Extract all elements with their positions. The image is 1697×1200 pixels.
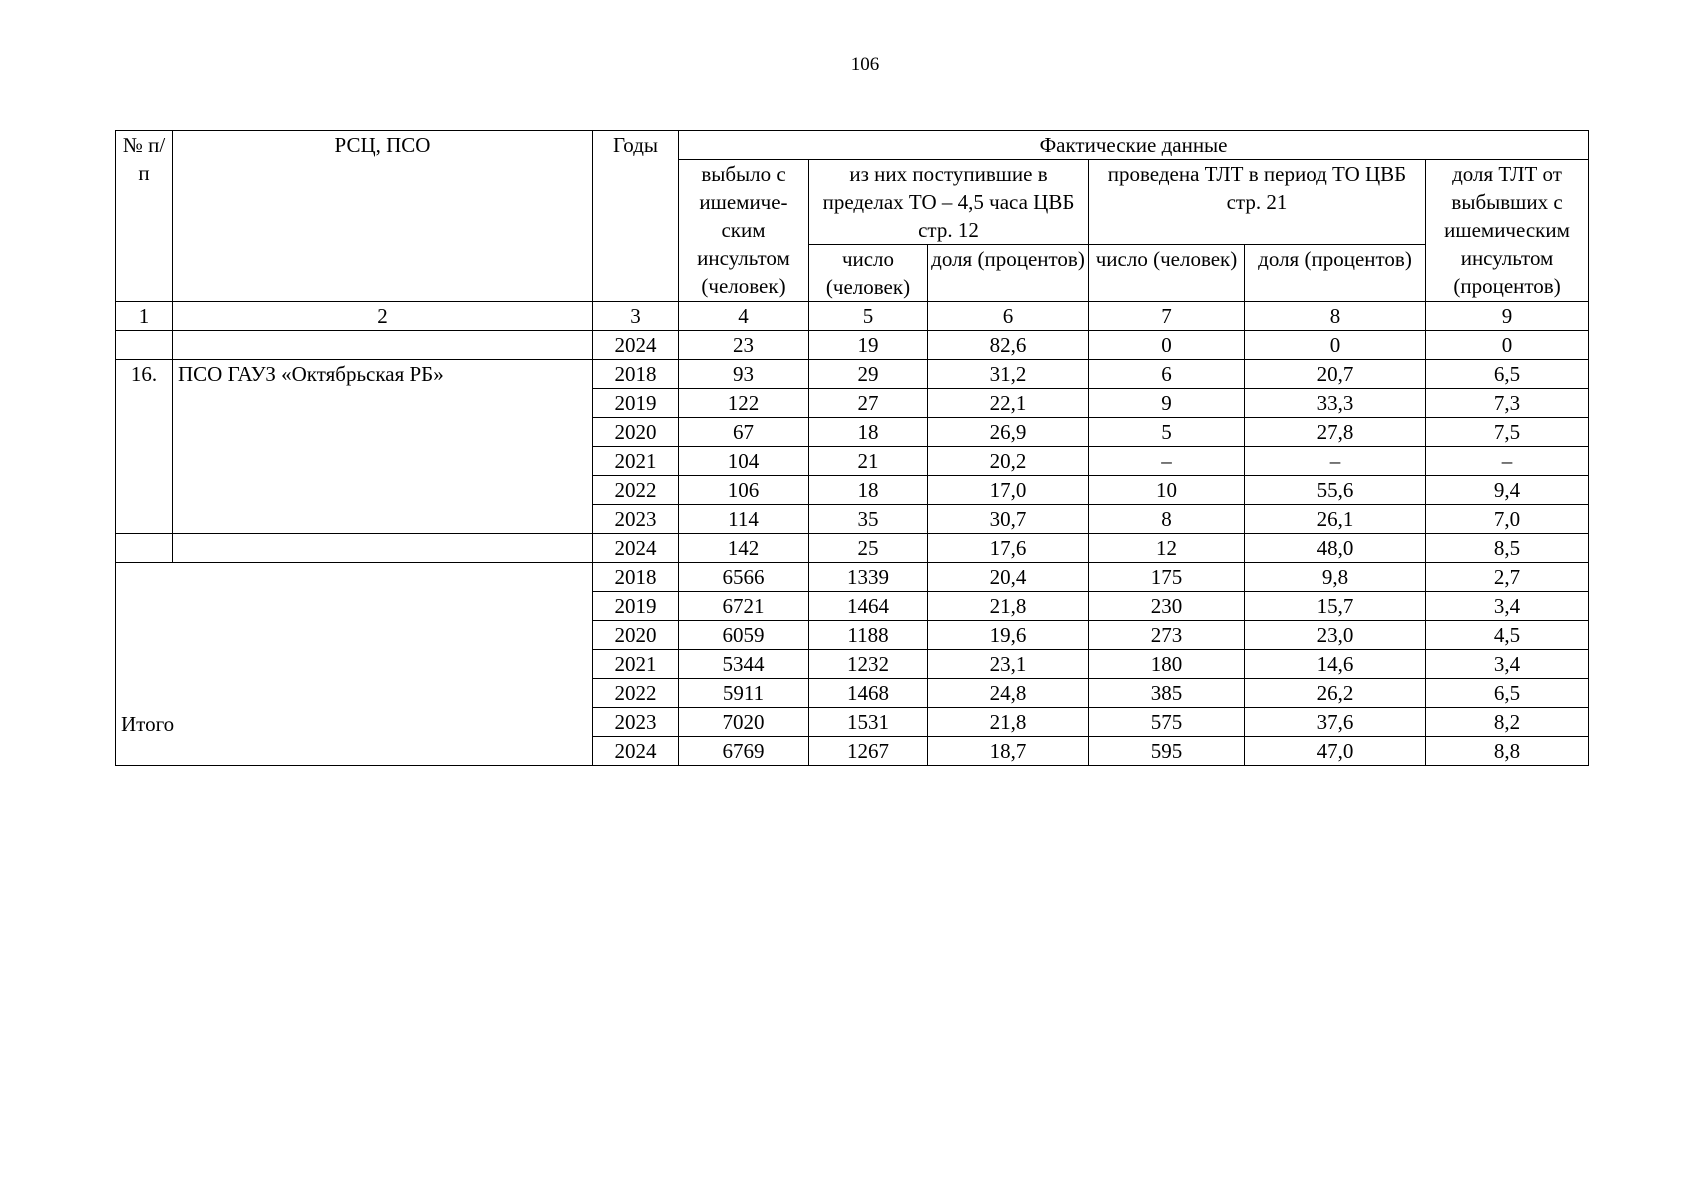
col-number: 9 [1426,302,1589,331]
header-dropped: выбыло с ишемиче-ским инсультом (человек) [679,160,809,302]
value-cell: 230 [1089,592,1245,621]
value-cell: 27 [809,389,928,418]
column-numbers-row [116,302,1589,331]
row-num-cell [116,534,173,563]
value-cell: 6769 [679,737,809,766]
value-cell: 93 [679,360,809,389]
header-tlt: проведена ТЛТ в период ТО ЦВБ стр. 21 [1089,160,1426,245]
table-row [116,534,1589,563]
value-cell: 0 [1426,331,1589,360]
value-cell: 5 [1089,418,1245,447]
table-row [116,563,1589,592]
header-num: № п/п [116,131,173,302]
value-cell: 6,5 [1426,360,1589,389]
col-number: 6 [928,302,1089,331]
value-cell: 6059 [679,621,809,650]
value-cell: 1464 [809,592,928,621]
value-cell: 18 [809,476,928,505]
value-cell: 7,5 [1426,418,1589,447]
year-cell: 2020 [593,621,679,650]
value-cell: 25 [809,534,928,563]
value-cell: 273 [1089,621,1245,650]
year-cell: 2021 [593,447,679,476]
row-name-cell [173,331,593,360]
value-cell: 29 [809,360,928,389]
value-cell: 47,0 [1245,737,1426,766]
value-cell: 82,6 [928,331,1089,360]
year-cell: 2023 [593,505,679,534]
year-cell: 2022 [593,679,679,708]
value-cell: 10 [1089,476,1245,505]
value-cell: 1339 [809,563,928,592]
header-within-share: доля (процентов) [928,245,1089,302]
year-cell: 2024 [593,331,679,360]
header-within-count: число (человек) [809,245,928,302]
value-cell: 31,2 [928,360,1089,389]
value-cell: 26,1 [1245,505,1426,534]
value-cell: 9,8 [1245,563,1426,592]
value-cell: 142 [679,534,809,563]
value-cell: 67 [679,418,809,447]
value-cell: 12 [1089,534,1245,563]
value-cell: 9 [1089,389,1245,418]
value-cell: 1267 [809,737,928,766]
value-cell: 19,6 [928,621,1089,650]
year-cell: 2018 [593,563,679,592]
table-row [116,360,1589,389]
year-cell: 2023 [593,708,679,737]
year-cell: 2018 [593,360,679,389]
value-cell: 180 [1089,650,1245,679]
value-cell: – [1089,447,1245,476]
col-number: 2 [173,302,593,331]
value-cell: 7020 [679,708,809,737]
value-cell: 5344 [679,650,809,679]
header-tlt-count: число (человек) [1089,245,1245,302]
header-years: Годы [593,131,679,302]
value-cell: 20,2 [928,447,1089,476]
year-cell: 2019 [593,592,679,621]
year-cell: 2024 [593,534,679,563]
year-cell: 2019 [593,389,679,418]
value-cell: 23 [679,331,809,360]
header-tlt-share: доля ТЛТ от выбывших с ишемическим инсультом (процентов) [1426,160,1589,302]
value-cell: 19 [809,331,928,360]
value-cell: 1468 [809,679,928,708]
value-cell: 0 [1089,331,1245,360]
col-number: 3 [593,302,679,331]
year-cell: 2022 [593,476,679,505]
value-cell: 17,6 [928,534,1089,563]
value-cell: 27,8 [1245,418,1426,447]
value-cell: 1531 [809,708,928,737]
value-cell: 385 [1089,679,1245,708]
header-tlt-percent: доля (процентов) [1245,245,1426,302]
value-cell: 30,7 [928,505,1089,534]
row-num-cell [116,331,173,360]
value-cell: 6721 [679,592,809,621]
value-cell: 17,0 [928,476,1089,505]
value-cell: 3,4 [1426,650,1589,679]
value-cell: 1232 [809,650,928,679]
value-cell: 595 [1089,737,1245,766]
year-cell: 2024 [593,737,679,766]
value-cell: 114 [679,505,809,534]
value-cell: 20,7 [1245,360,1426,389]
value-cell: 0 [1245,331,1426,360]
col-number: 5 [809,302,928,331]
value-cell: 3,4 [1426,592,1589,621]
value-cell: 7,3 [1426,389,1589,418]
row-name-cell [173,534,593,563]
value-cell: 22,1 [928,389,1089,418]
value-cell: 26,2 [1245,679,1426,708]
value-cell: 55,6 [1245,476,1426,505]
value-cell: 122 [679,389,809,418]
stroke-data-table [115,130,1589,766]
value-cell: 15,7 [1245,592,1426,621]
value-cell: 575 [1089,708,1245,737]
header-actual-data: Фактические данные [679,131,1589,160]
value-cell: 21,8 [928,708,1089,737]
value-cell: 48,0 [1245,534,1426,563]
value-cell: 8,5 [1426,534,1589,563]
col-number: 4 [679,302,809,331]
value-cell: 104 [679,447,809,476]
value-cell: 6566 [679,563,809,592]
col-number: 8 [1245,302,1426,331]
col-number: 1 [116,302,173,331]
value-cell: 18,7 [928,737,1089,766]
value-cell: 35 [809,505,928,534]
col-number: 7 [1089,302,1245,331]
value-cell: 6 [1089,360,1245,389]
value-cell: 21,8 [928,592,1089,621]
value-cell: 20,4 [928,563,1089,592]
year-cell: 2020 [593,418,679,447]
value-cell: 9,4 [1426,476,1589,505]
value-cell: 21 [809,447,928,476]
value-cell: 175 [1089,563,1245,592]
header-within-window: из них поступившие в пределах ТО – 4,5 часа ЦВБ стр. 12 [809,160,1089,245]
table-row [116,331,1589,360]
value-cell: 23,0 [1245,621,1426,650]
total-label: Итого [116,563,593,766]
value-cell: 37,6 [1245,708,1426,737]
value-cell: 33,3 [1245,389,1426,418]
year-cell: 2021 [593,650,679,679]
value-cell: 7,0 [1426,505,1589,534]
value-cell: 26,9 [928,418,1089,447]
value-cell: 1188 [809,621,928,650]
institution-name: ПСО ГАУЗ «Октябрьская РБ» [173,360,593,534]
value-cell: – [1426,447,1589,476]
row-num-cell: 16. [116,360,173,534]
value-cell: 8,2 [1426,708,1589,737]
page-number: 106 [850,54,880,75]
value-cell: 18 [809,418,928,447]
header-name: РСЦ, ПСО [173,131,593,302]
value-cell: 5911 [679,679,809,708]
value-cell: 23,1 [928,650,1089,679]
value-cell: 14,6 [1245,650,1426,679]
value-cell: 2,7 [1426,563,1589,592]
value-cell: 4,5 [1426,621,1589,650]
value-cell: 8,8 [1426,737,1589,766]
value-cell: 106 [679,476,809,505]
value-cell: 24,8 [928,679,1089,708]
value-cell: – [1245,447,1426,476]
value-cell: 8 [1089,505,1245,534]
value-cell: 6,5 [1426,679,1589,708]
